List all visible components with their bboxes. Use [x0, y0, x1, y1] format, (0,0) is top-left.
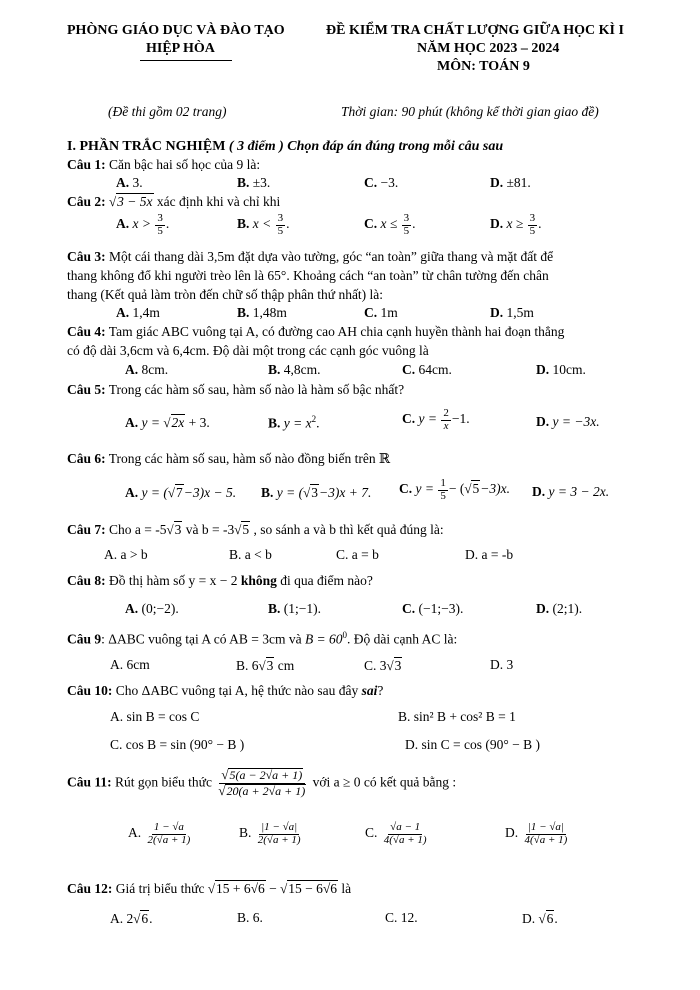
q7-option-c[interactable]: C. a = b [336, 547, 379, 562]
district-name: HIỆP HÒA [146, 41, 215, 56]
q8-option-a[interactable]: A. (0;−2). [125, 601, 179, 616]
question-4-line-2: có độ dài 3,6cm và 6,4cm. Độ dài một trong các cạnh góc vuông là [67, 343, 429, 358]
q8-option-d[interactable]: D. (2;1). [536, 601, 583, 616]
q12-option-d[interactable]: D. √6. [522, 911, 558, 926]
q5-option-c[interactable]: C. y = $\frac{2}{x}$ −1. [402, 407, 470, 432]
time-note: Thời gian: 90 phút (không kể thời gian giao đề) [341, 104, 599, 119]
q5-option-b[interactable]: B. $y = x^2$. [268, 414, 320, 431]
question-11: Câu 11: Rút gọn biểu thức $\frac{√5(a - 2√a + 1)}{√20(a + 2√a + 1)}$ với a ≥ 0 có kết quả bằng : [67, 767, 457, 798]
q10-option-d[interactable]: D. sin C = cos (90° − B ) [405, 737, 541, 752]
q6-option-c[interactable]: C. y = $\frac{1}{5}$ − (√5−3)x. [399, 477, 510, 502]
q10-option-c[interactable]: C. cos B = sin (90° − B ) [110, 737, 245, 752]
q6-option-a[interactable]: A. y = (√7−3)x − 5. [125, 485, 237, 500]
question-2: Câu 2: √3 − 5x xác định khi và chỉ khi [67, 194, 281, 209]
q10-option-b[interactable]: B. sin² B + cos² B = 1 [398, 709, 516, 724]
question-9: Câu 9: ΔABC vuông tại A có AB = 3cm và $B = 60^0$. Độ dài cạnh AC là: [67, 630, 458, 647]
q3-option-c[interactable]: C. 1m [364, 305, 398, 320]
question-8: Câu 8: Đồ thị hàm số y = x − 2 không đi qua điểm nào? [67, 573, 373, 588]
q4-option-a[interactable]: A. 8cm. [125, 362, 169, 377]
question-7: Câu 7: Cho a = -5√3 và b = -3√5 , so sánh a và b thì kết quả đúng là: [67, 522, 444, 537]
question-1: Câu 1: Căn bậc hai số học của 9 là: [67, 157, 261, 172]
q2-option-d[interactable]: D. x ≥ $\frac{3}{5}$ . [490, 212, 542, 237]
q8-option-b[interactable]: B. (1;−1). [268, 601, 321, 616]
q1-option-b[interactable]: B. ±3. [237, 175, 271, 190]
question-6: Câu 6: Trong các hàm số sau, hàm số nào đồng biến trên ℝ [67, 451, 391, 466]
section-title: I. PHẦN TRẮC NGHIỆM ( 3 điểm ) Chọn đáp án đúng trong mỗi câu sau [67, 139, 504, 154]
q9-option-d[interactable]: D. 3 [490, 657, 514, 672]
department-name: PHÒNG GIÁO DỤC VÀ ĐÀO TẠO [67, 23, 285, 38]
q5-option-a[interactable]: A. y = √2x + 3. [125, 415, 210, 430]
q3-option-d[interactable]: D. 1,5m [490, 305, 534, 320]
q3-option-b[interactable]: B. 1,48m [237, 305, 287, 320]
q4-option-d[interactable]: D. 10cm. [536, 362, 586, 377]
q1-option-d[interactable]: D. ±81. [490, 175, 531, 190]
question-3: Câu 3: Một cái thang dài 3,5m đặt dựa vào tường, góc “an toàn” giữa thang và mặt đất để [67, 249, 554, 264]
q4-option-c[interactable]: C. 64cm. [402, 362, 452, 377]
q3-option-a[interactable]: A. 1,4m [116, 305, 160, 320]
q2-option-b[interactable]: B. x < $\frac{3}{5}$ . [237, 212, 290, 237]
q5-option-d[interactable]: D. y = −3x. [536, 414, 600, 429]
page-count-note: (Đề thi gồm 02 trang) [108, 104, 227, 119]
q10-option-a[interactable]: A. sin B = cos C [110, 709, 200, 724]
q2-option-a[interactable]: A. x > $\frac{3}{5}$ . [116, 212, 170, 237]
q6-option-d[interactable]: D. y = 3 − 2x. [532, 484, 610, 499]
subject: MÔN: TOÁN 9 [437, 59, 530, 74]
q11-option-b[interactable]: B. $\frac{|1 - √a|}{2(√a + 1)}$ [239, 821, 301, 846]
q11-option-c[interactable]: C. $\frac{√a - 1}{4(√a + 1)}$ [365, 821, 427, 846]
question-3-line-2: thang không đổ khi người trèo lên là 65°. Khoảng cách “an toàn” từ chân tường đến chân [67, 268, 549, 283]
q11-option-d[interactable]: D. $\frac{|1 - √a|}{4(√a + 1)}$ [505, 821, 568, 846]
question-12: Câu 12: Giá trị biểu thức √15 + 6√6 − √15 − 6√6 là [67, 881, 352, 896]
q12-option-c[interactable]: C. 12. [385, 910, 418, 925]
q9-option-c[interactable]: C. 3√3 [364, 658, 402, 673]
question-10: Câu 10: Cho ΔABC vuông tại A, hệ thức nào sau đây sai? [67, 683, 384, 698]
school-year: NĂM HỌC 2023 – 2024 [417, 41, 560, 56]
question-4: Câu 4: Tam giác ABC vuông tại A, có đường cao AH chia cạnh huyền thành hai đoạn thẳng [67, 324, 565, 339]
q7-option-b[interactable]: B. a < b [229, 547, 272, 562]
exam-title: ĐỀ KIỂM TRA CHẤT LƯỢNG GIỮA HỌC KÌ I [326, 23, 624, 38]
q4-option-b[interactable]: B. 4,8cm. [268, 362, 321, 377]
q9-option-a[interactable]: A. 6cm [110, 657, 150, 672]
question-3-line-3: thang (Kết quả làm tròn đến chữ số thập phân thứ nhất) là: [67, 287, 384, 302]
q1-option-a[interactable]: A. 3. [116, 175, 143, 190]
q1-option-c[interactable]: C. −3. [364, 175, 399, 190]
q7-option-d[interactable]: D. a = -b [465, 547, 514, 562]
q11-option-a[interactable]: A. $\frac{1 - √a}{2(√a + 1)}$ [128, 821, 191, 846]
district-underline [140, 60, 232, 61]
q12-option-b[interactable]: B. 6. [237, 910, 263, 925]
q2-option-c[interactable]: C. x ≤ $\frac{3}{5}$ . [364, 212, 416, 237]
q7-option-a[interactable]: A. a > b [104, 547, 148, 562]
q6-option-b[interactable]: B. y = (√3−3)x + 7. [261, 485, 372, 500]
q8-option-c[interactable]: C. (−1;−3). [402, 601, 464, 616]
question-5: Câu 5: Trong các hàm số sau, hàm số nào là hàm số bậc nhất? [67, 382, 405, 397]
q12-option-a[interactable]: A. 2√6. [110, 911, 153, 926]
q9-option-b[interactable]: B. 6√3 cm [236, 658, 295, 673]
